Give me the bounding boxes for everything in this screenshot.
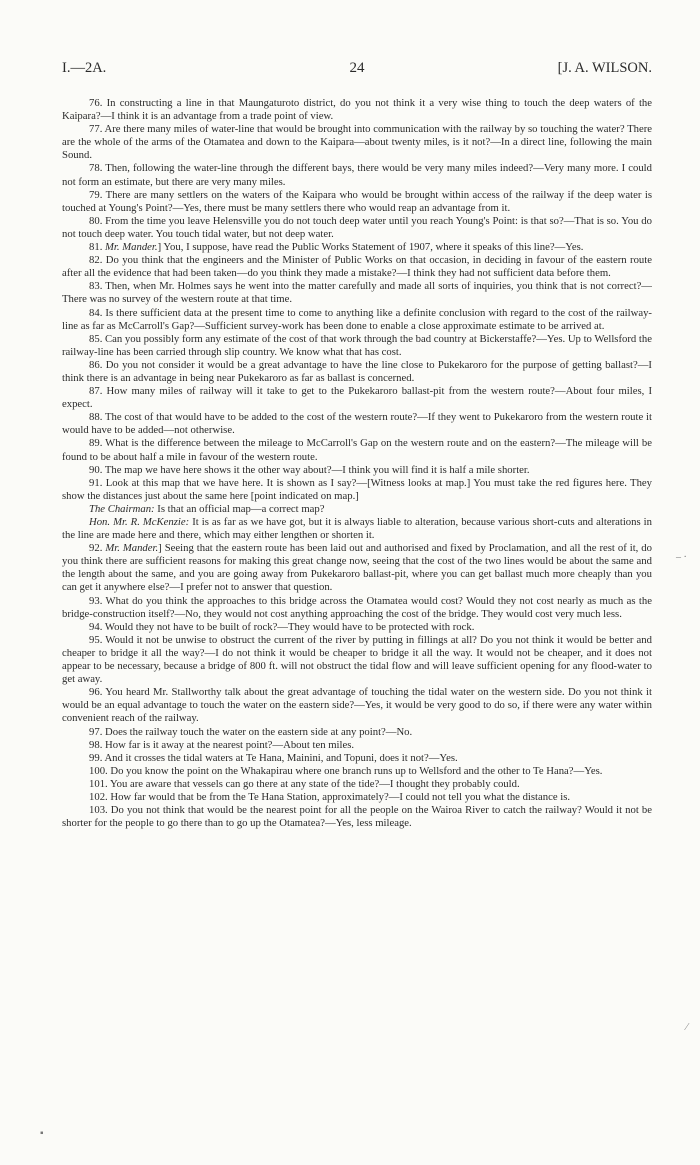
paragraph-80: 80. From the time you leave Helensville you do not touch deep water until you reach Young's Point: is that so?—That is so. You do not touch deep water. You touch tidal water, but not deep water. xyxy=(62,214,652,240)
speaker-name: The Chairman: xyxy=(89,502,155,515)
paragraph-79: 79. There are many settlers on the waters of the Kaipara who would be brought within access of the railway if the deep water is touched at Young's Point?—Yes, there must be many settlers there who would reap an advantage from it. xyxy=(62,188,652,214)
paragraph-90: 90. The map we have here shows it the other way about?—I think you will find it is half a mile shorter. xyxy=(89,463,530,476)
margin-mark: – · xyxy=(676,552,687,563)
paragraph-99: 99. And it crosses the tidal waters at Te Hana, Mainini, and Topuni, does it not?—Yes. xyxy=(89,751,458,764)
paragraph-77: 77. Are there many miles of water-line that would be brought into communication with the railway by so touching the water? There are the whole of the arms of the Otamatea and down to the Kaipara—about twenty miles, is it not?—In a direct line, following the main Sound. xyxy=(62,123,652,162)
paragraph-89: 89. What is the difference between the mileage to McCarroll's Gap on the western route and on the eastern?—The mileage will be found to be about half a mile in favour of the western route. xyxy=(62,437,652,463)
speaker-name: Hon. Mr. R. McKenzie: xyxy=(89,516,190,528)
paragraph-text: ] You, I suppose, have read the Public Works Statement of 1907, where it speaks of this line?—Yes. xyxy=(157,241,584,254)
chairman-remark xyxy=(62,503,652,516)
paragraph-85: 85. Can you possibly form any estimate of the cost of that work through the bad country at Bickerstaffe?—Yes. Up to Wellsford the railway-line has been carried through slip country. We know what that has cost. xyxy=(62,332,652,358)
paragraph-103: 103. Do you not think that would be the nearest point for all the people on the Wairoa River to catch the railway? Would it not be shorter for the people to go there than to go up the Otamatea?—Yes, less mileage. xyxy=(62,804,652,830)
paragraph-78: 78. Then, following the water-line through the different bays, there would be very many miles indeed?—Very many more. I could not form an estimate, but there are very many miles. xyxy=(62,162,652,188)
paragraph-95: 95. Would it not be unwise to obstruct the current of the river by putting in fillings at all? Do you not think it would be better and cheaper to bridge it all the way?—I do not think it would be cheaper to bridge it all the way. It would not be cheaper, and it does not appear to be necessary, because a bridge of 800 ft. will not obstruct the tidal flow and will leave sufficient opening for any flood-water to get away. xyxy=(62,633,652,686)
paragraph-text: ] Seeing that the eastern route has been laid out and authorised and fixed by Proclamation, and all the rest of it, do you think there are sufficient reasons for making this great change now, seeing that the cost of the two lines would be about the same and the length about the same, and you are going away from Pukekaroro ballast-pit, where you can get ballast much more cheaply than you can get it anywhere else?—I prefer not to answer that question. xyxy=(62,542,652,594)
paper-reference: I.—2A. xyxy=(62,60,107,76)
page-header xyxy=(62,60,652,80)
speaker-name: Mr. Mander. xyxy=(105,241,158,254)
paragraph-91: 91. Look at this map that we have here. It is shown as I say?—[Witness looks at map.] You must take the red figures here. They show the distances just about the same here [point indicated on map.] xyxy=(62,476,652,502)
question-number: 81. xyxy=(89,241,106,254)
paragraph-96: 96. You heard Mr. Stallworthy talk about the great advantage of touching the tidal water on the western side. Do you not think it would be an equal advantage to touch the water on the eastern side?—Yes, it would be very good to do so, if there were any water within convenient reach of the railway. xyxy=(62,686,652,725)
paragraph-97: 97. Does the railway touch the water on the eastern side at any point?—No. xyxy=(89,725,413,738)
paragraph-102: 102. How far would that be from the Te Hana Station, approximately?—I could not tell you what the distance is. xyxy=(89,790,571,803)
paragraph-93: 93. What do you think the approaches to this bridge across the Otamatea would cost? Would they not cost nearly as much as the bridge-construction itself?—No, they would not cost anything approaching the cost of the bridge. They would cost very much less. xyxy=(62,594,652,620)
paragraph-text: It is as far as we have got, but it is always liable to alteration, because various short-cuts and alterations in the line are made here and there, which may either lengthen or shorten it. xyxy=(62,516,652,542)
margin-mark: ▪ xyxy=(40,1128,44,1139)
page-number: 24 xyxy=(349,60,365,76)
paragraph-92 xyxy=(62,542,652,594)
paragraph-text: Is that an official map—a correct map? xyxy=(154,502,325,515)
margin-mark: ⁄ xyxy=(686,1022,688,1033)
paragraph-98: 98. How far is it away at the nearest point?—About ten miles. xyxy=(89,738,355,751)
witness-name: [J. A. WILSON. xyxy=(557,60,652,76)
paragraph-84: 84. Is there sufficient data at the present time to come to anything like a definite conclusion with regard to the cost of the railway-line as far as McCarroll's Gap?—Sufficient survey-work has been done to enable a close approximate estimate to be arrived at. xyxy=(62,306,652,332)
paragraph-86: 86. Do you not consider it would be a great advantage to have the line close to Pukekaroro for the purpose of getting ballast?—I think there is an advantage in being near Pukekaroro as far as ballast is concerned. xyxy=(62,358,652,384)
paragraph-94: 94. Would they not have to be built of rock?—They would have to be protected with rock. xyxy=(89,620,475,633)
paragraph-76: 76. In constructing a line in that Maungaturoto district, do you not think it a very wise thing to touch the deep waters of the Kaipara?—I think it is an advantage from a trade point of view. xyxy=(62,97,652,123)
paragraph-88: 88. The cost of that would have to be added to the cost of the western route?—If they went to Pukekaroro from the western route it would have to be added—not otherwise. xyxy=(62,411,652,437)
paragraph-82: 82. Do you think that the engineers and the Minister of Public Works on that occasion, in deciding in favour of the eastern route after all the evidence that had been taken—do you think they made a mistake?—I think they had not sufficient data before them. xyxy=(62,254,652,280)
paragraph-83: 83. Then, when Mr. Holmes says he went into the matter carefully and made all sorts of inquiries, you think that is not correct?—There was no survey of the western route at that time. xyxy=(62,280,652,306)
paragraph-100: 100. Do you know the point on the Whakapirau where one branch runs up to Wellsford and the other to Te Hana?—Yes. xyxy=(89,764,603,777)
mckenzie-remark xyxy=(62,516,652,542)
paragraph-101: 101. You are aware that vessels can go there at any state of the tide?—I thought they probably could. xyxy=(89,777,520,790)
evidence-text xyxy=(62,97,652,830)
paragraph-81 xyxy=(62,241,652,254)
speaker-name: Mr. Mander. xyxy=(105,542,159,555)
paragraph-87: 87. How many miles of railway will it take to get to the Pukekaroro ballast-pit from the western route?—About four miles, I expect. xyxy=(62,385,652,411)
question-number: 92. xyxy=(89,542,106,555)
